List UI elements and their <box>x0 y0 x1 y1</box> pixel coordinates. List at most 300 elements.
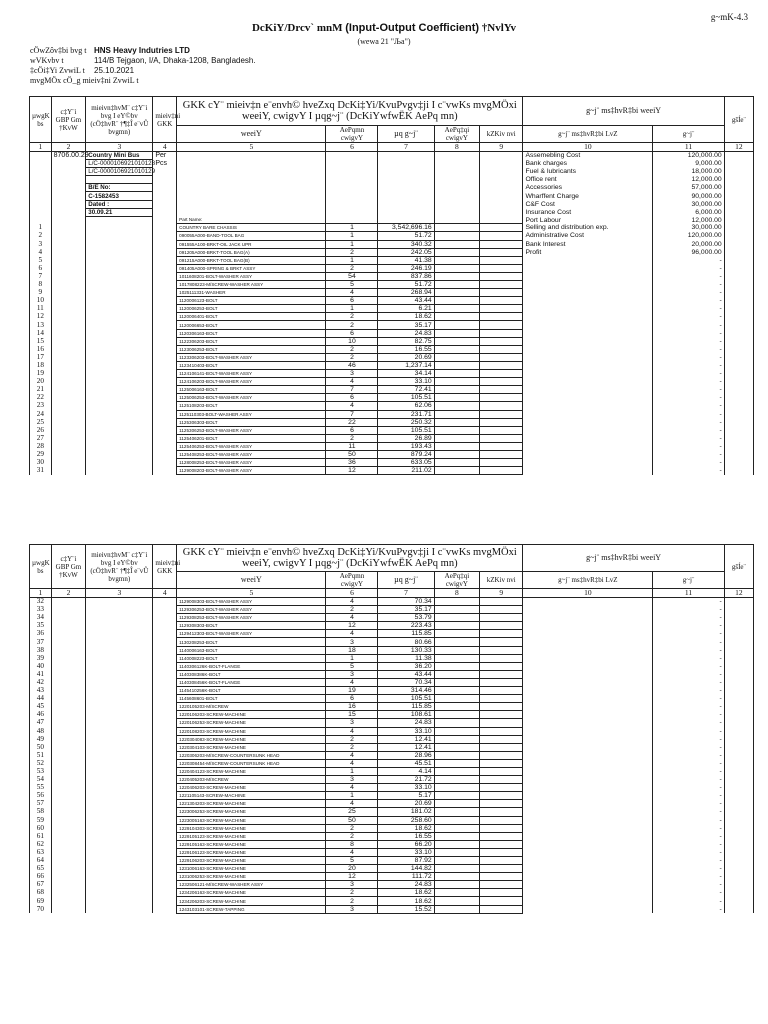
wastage-cell <box>434 662 479 670</box>
header-percentage: kZKiv nvi <box>480 126 523 143</box>
percentage-cell <box>480 598 523 606</box>
hs-code-cell <box>51 873 86 881</box>
value-amount: 120,000.00 <box>653 232 724 240</box>
unit-cell <box>153 622 177 630</box>
product-cell <box>86 759 153 767</box>
remarks-cell <box>724 345 753 353</box>
hs-code-cell <box>51 654 86 662</box>
hs-code-cell <box>51 289 86 297</box>
unit-cell <box>153 840 177 848</box>
item-price: 242.05 <box>378 248 434 256</box>
remarks-cell <box>724 272 753 280</box>
item-description: 1220106203-SCREW-MACHINE <box>177 711 326 719</box>
product-cell <box>86 353 153 361</box>
hs-code-cell <box>51 208 86 216</box>
hs-code-cell <box>51 216 86 224</box>
value-dash: - <box>653 402 724 410</box>
value-head-cell <box>523 767 653 775</box>
hs-code-cell <box>51 800 86 808</box>
item-description: 1243103101-SCREW-TAPPING <box>177 905 326 913</box>
item-quantity: 7 <box>326 386 378 394</box>
value-head: C&F Cost <box>523 200 653 208</box>
item-price: 80.66 <box>378 638 434 646</box>
table-row <box>30 808 754 816</box>
value-head: Assemebling Cost <box>523 152 653 160</box>
wastage-cell <box>434 832 479 840</box>
item-quantity: 1 <box>326 305 378 313</box>
percentage-cell <box>480 216 523 224</box>
hs-code-cell <box>51 232 86 240</box>
value-dash: - <box>653 361 724 369</box>
item-description: 1125006163-BOLT <box>177 386 326 394</box>
info-value: 114/B Tejgaon, I/A, Dhaka-1208, Bangladesh. <box>94 56 256 65</box>
item-quantity: 4 <box>326 678 378 686</box>
table-row <box>30 703 754 711</box>
unit-cell <box>153 776 177 784</box>
serial-number <box>30 184 52 192</box>
hs-code-cell <box>51 370 86 378</box>
unit-cell <box>153 224 177 232</box>
percentage-cell <box>480 719 523 727</box>
remarks-cell <box>724 386 753 394</box>
remarks-cell <box>724 184 753 192</box>
item-description: 1140008223-BOLT <box>177 654 326 662</box>
cell <box>378 152 434 160</box>
item-quantity: 19 <box>326 687 378 695</box>
hs-code-cell <box>51 272 86 280</box>
wastage-cell <box>434 614 479 622</box>
wastage-cell <box>434 751 479 759</box>
item-quantity: 4 <box>326 598 378 606</box>
percentage-cell <box>480 272 523 280</box>
unit-cell <box>153 402 177 410</box>
value-dash: - <box>653 824 724 832</box>
remarks-cell <box>724 848 753 856</box>
item-price: 314.46 <box>378 687 434 695</box>
serial-number: 23 <box>30 402 52 410</box>
item-price: 6.21 <box>378 305 434 313</box>
serial-number: 11 <box>30 305 52 313</box>
wastage-cell <box>434 370 479 378</box>
wastage-cell <box>434 897 479 905</box>
table-row <box>30 248 754 256</box>
value-dash: - <box>653 313 724 321</box>
item-quantity: 4 <box>326 378 378 386</box>
remarks-cell <box>724 654 753 662</box>
remarks-cell <box>724 711 753 719</box>
item-quantity: 1 <box>326 792 378 800</box>
item-description: 091215A000-BRKT-TOOL BAG(B) <box>177 256 326 264</box>
serial-number: 21 <box>30 386 52 394</box>
table-row <box>30 784 754 792</box>
product-cell <box>86 889 153 897</box>
cell <box>177 192 326 200</box>
item-quantity: 25 <box>326 808 378 816</box>
value-dash: - <box>653 832 724 840</box>
item-price: 43.44 <box>378 297 434 305</box>
product-line: B/E No: <box>86 184 153 192</box>
item-quantity: 4 <box>326 402 378 410</box>
wastage-cell <box>434 434 479 442</box>
serial-number: 43 <box>30 687 52 695</box>
cell <box>326 184 378 192</box>
value-dash: - <box>653 743 724 751</box>
item-quantity: 12 <box>326 467 378 475</box>
product-cell <box>86 751 153 759</box>
serial-number: 47 <box>30 719 52 727</box>
serial-number: 67 <box>30 881 52 889</box>
table-row <box>30 848 754 856</box>
value-head-cell <box>523 321 653 329</box>
product-cell <box>86 248 153 256</box>
unit-cell <box>153 630 177 638</box>
column-number: 9 <box>480 589 523 598</box>
item-quantity: 2 <box>326 889 378 897</box>
value-dash: - <box>653 881 724 889</box>
item-price: 70.34 <box>378 678 434 686</box>
item-description: 1129308253-BOLT-WASHER ASSY <box>177 614 326 622</box>
value-head-cell <box>523 297 653 305</box>
value-dash: - <box>653 840 724 848</box>
header-row <box>30 97 754 126</box>
hs-code-cell <box>51 410 86 418</box>
item-price: 5.17 <box>378 792 434 800</box>
item-quantity: 7 <box>326 410 378 418</box>
remarks-cell <box>724 459 753 467</box>
percentage-cell <box>480 281 523 289</box>
percentage-cell <box>480 840 523 848</box>
remarks-cell <box>724 264 753 272</box>
remarks-cell <box>724 321 753 329</box>
hs-code-cell <box>51 467 86 475</box>
unit-cell <box>153 232 177 240</box>
value-amount: 30,000.00 <box>653 224 724 232</box>
value-dash: - <box>653 289 724 297</box>
percentage-cell <box>480 160 523 168</box>
serial-number: 70 <box>30 905 52 913</box>
remarks-cell <box>724 402 753 410</box>
column-number: 1 <box>30 143 52 152</box>
percentage-cell <box>480 353 523 361</box>
item-description: 1140308386K-BOLT <box>177 670 326 678</box>
percentage-cell <box>480 200 523 208</box>
value-dash: - <box>653 598 724 606</box>
remarks-cell <box>724 426 753 434</box>
value-head-cell <box>523 402 653 410</box>
hs-code-cell <box>51 606 86 614</box>
info-label: wVKvbv t <box>30 56 64 65</box>
remarks-cell <box>724 727 753 735</box>
unit-cell <box>153 832 177 840</box>
hs-code-cell <box>51 450 86 458</box>
item-price: 28.96 <box>378 751 434 759</box>
percentage-cell <box>480 727 523 735</box>
hs-code-cell <box>51 256 86 264</box>
value-dash: - <box>653 426 724 434</box>
product-line: Dated : <box>86 200 153 208</box>
hs-code-cell <box>51 889 86 897</box>
wastage-cell <box>434 168 479 176</box>
table-row <box>30 630 754 638</box>
product-cell <box>86 216 153 224</box>
product-cell <box>86 816 153 824</box>
unit-cell <box>153 654 177 662</box>
unit-cell <box>153 695 177 703</box>
item-quantity: 18 <box>326 646 378 654</box>
percentage-cell <box>480 832 523 840</box>
serial-number: 55 <box>30 784 52 792</box>
product-cell <box>86 881 153 889</box>
item-price: 250.32 <box>378 418 434 426</box>
table-row <box>30 329 754 337</box>
unit-cell <box>153 459 177 467</box>
product-cell <box>86 305 153 313</box>
serial-number: 7 <box>30 272 52 280</box>
unit-cell <box>153 646 177 654</box>
cell <box>378 216 434 224</box>
serial-number: 59 <box>30 816 52 824</box>
percentage-cell <box>480 256 523 264</box>
item-description: 1229106203-SCREW-MACHINE <box>177 857 326 865</box>
item-description: COUNTRY BARE CHASSIS <box>177 224 326 232</box>
info-label: cÖwZôv‡bi bvg t <box>30 46 87 55</box>
item-description: 1220406203-SCREW-MACHINE <box>177 784 326 792</box>
serial-number: 8 <box>30 281 52 289</box>
serial-number <box>30 168 52 176</box>
percentage-cell <box>480 735 523 743</box>
item-price: 53.79 <box>378 614 434 622</box>
table-row <box>30 434 754 442</box>
item-description: 1220404123-SCREW-MACHINE <box>177 767 326 775</box>
table-row <box>30 735 754 743</box>
hs-code-cell <box>51 897 86 905</box>
item-price: 12.41 <box>378 743 434 751</box>
hs-code-cell <box>51 848 86 856</box>
wastage-cell <box>434 776 479 784</box>
item-price: 108.61 <box>378 711 434 719</box>
wastage-cell <box>434 232 479 240</box>
value-dash: - <box>653 606 724 614</box>
item-price: 62.06 <box>378 402 434 410</box>
wastage-cell <box>434 759 479 767</box>
hs-code-cell <box>51 767 86 775</box>
value-amount: 96,000.00 <box>653 248 724 256</box>
product-cell <box>86 410 153 418</box>
product-cell <box>86 622 153 630</box>
value-head-cell <box>523 848 653 856</box>
wastage-cell <box>434 800 479 808</box>
item-price: 111.72 <box>378 873 434 881</box>
product-cell <box>86 776 153 784</box>
table-row <box>30 264 754 272</box>
wastage-cell <box>434 192 479 200</box>
hs-code-cell <box>51 160 86 168</box>
serial-number <box>30 192 52 200</box>
value-dash: - <box>653 329 724 337</box>
table-row <box>30 719 754 727</box>
value-head-cell <box>523 337 653 345</box>
wastage-cell <box>434 176 479 184</box>
cell <box>326 160 378 168</box>
serial-number <box>30 160 52 168</box>
remarks-cell <box>724 232 753 240</box>
value-dash: - <box>653 614 724 622</box>
item-description: 1123306203-BOLT-WASHER ASSY <box>177 353 326 361</box>
cell <box>378 160 434 168</box>
unit-cell <box>153 410 177 418</box>
item-quantity: 2 <box>326 743 378 751</box>
remarks-cell <box>724 792 753 800</box>
item-price: 258.60 <box>378 816 434 824</box>
percentage-cell <box>480 168 523 176</box>
table-row <box>30 313 754 321</box>
table-row <box>30 394 754 402</box>
item-price: 35.17 <box>378 321 434 329</box>
info-row <box>30 56 330 66</box>
remarks-cell <box>724 695 753 703</box>
hs-code-cell <box>51 378 86 386</box>
hs-code-cell <box>51 832 86 840</box>
remarks-cell <box>724 816 753 824</box>
table-row <box>30 840 754 848</box>
value-dash: - <box>653 378 724 386</box>
remarks-cell <box>724 743 753 751</box>
value-dash: - <box>653 467 724 475</box>
item-description: 1125006253-BOLT-WASHER ASSY <box>177 394 326 402</box>
header-serial: µwgK bs <box>30 545 52 589</box>
serial-number: 46 <box>30 711 52 719</box>
remarks-cell <box>724 840 753 848</box>
value-head-cell <box>523 256 653 264</box>
value-head-cell <box>523 832 653 840</box>
hs-code-cell <box>51 240 86 248</box>
column-number: 6 <box>326 143 378 152</box>
item-description: 1145410256K-BOLT <box>177 687 326 695</box>
cell <box>326 168 378 176</box>
header-percentage: kZKiv nvi <box>480 572 523 589</box>
hs-code-cell <box>51 662 86 670</box>
value-head-cell <box>523 687 653 695</box>
remarks-cell <box>724 329 753 337</box>
value-head: Selling and distribution exp. <box>523 224 653 232</box>
item-quantity: 54 <box>326 272 378 280</box>
percentage-cell <box>480 848 523 856</box>
hs-code-cell <box>51 840 86 848</box>
unit-cell <box>153 216 177 224</box>
wastage-cell <box>434 256 479 264</box>
item-description: 1129308303-BOLT <box>177 622 326 630</box>
serial-number: 34 <box>30 614 52 622</box>
value-dash: - <box>653 630 724 638</box>
value-dash: - <box>653 759 724 767</box>
item-description: 1125408253-BOLT-WASHER ASSY <box>177 450 326 458</box>
unit-cell <box>153 200 177 208</box>
unit-cell <box>153 264 177 272</box>
item-price: 20.69 <box>378 353 434 361</box>
hs-code-cell <box>51 735 86 743</box>
wastage-cell <box>434 638 479 646</box>
product-cell <box>86 703 153 711</box>
remarks-cell <box>724 442 753 450</box>
serial-number: 5 <box>30 256 52 264</box>
value-dash: - <box>653 816 724 824</box>
column-number: 4 <box>153 143 177 152</box>
wastage-cell <box>434 459 479 467</box>
item-quantity: 2 <box>326 606 378 614</box>
hs-code-cell <box>51 630 86 638</box>
item-price: 70.34 <box>378 598 434 606</box>
unit-cell <box>153 418 177 426</box>
item-description: 1120006653-BOLT <box>177 321 326 329</box>
unit-cell <box>153 289 177 297</box>
unit-cell <box>153 272 177 280</box>
percentage-cell <box>480 305 523 313</box>
remarks-cell <box>724 614 753 622</box>
item-price: 3,542,696.16 <box>378 224 434 232</box>
table-row <box>30 776 754 784</box>
product-cell <box>86 240 153 248</box>
item-price: 21.72 <box>378 776 434 784</box>
value-dash: - <box>653 703 724 711</box>
hs-code-cell <box>51 192 86 200</box>
item-description: 1229105163-SCREW-MACHINE <box>177 840 326 848</box>
serial-number: 33 <box>30 606 52 614</box>
item-price: 16.55 <box>378 345 434 353</box>
wastage-cell <box>434 152 479 160</box>
table-row <box>30 727 754 735</box>
table-row <box>30 759 754 767</box>
item-price: 11.38 <box>378 654 434 662</box>
unit-cell <box>153 743 177 751</box>
table-row <box>30 402 754 410</box>
percentage-cell <box>480 378 523 386</box>
percentage-cell <box>480 865 523 873</box>
table-row <box>30 614 754 622</box>
value-head-cell <box>523 751 653 759</box>
serial-number: 26 <box>30 426 52 434</box>
table-row <box>30 646 754 654</box>
product-cell <box>86 256 153 264</box>
remarks-cell <box>724 646 753 654</box>
hs-code-cell <box>51 695 86 703</box>
table-row <box>30 467 754 475</box>
table-row <box>30 208 754 216</box>
unit-cell <box>153 808 177 816</box>
wastage-cell <box>434 313 479 321</box>
product-cell <box>86 394 153 402</box>
hs-code-cell <box>51 614 86 622</box>
serial-number: 52 <box>30 759 52 767</box>
remarks-cell <box>724 467 753 475</box>
item-quantity: 20 <box>326 865 378 873</box>
value-dash: - <box>653 353 724 361</box>
value-amount: 20,000.00 <box>653 240 724 248</box>
wastage-cell <box>434 857 479 865</box>
cell <box>326 216 378 224</box>
header-product-description: mieivn‡hvM¨ c‡Y¨i bvg I eY©bv (cÖ‡hvR¨ †¶‡Î e¨vÛ bvgmn) <box>86 545 153 589</box>
value-head-cell <box>523 606 653 614</box>
table-row <box>30 426 754 434</box>
percentage-cell <box>480 394 523 402</box>
item-price: 12.41 <box>378 735 434 743</box>
wastage-cell <box>434 606 479 614</box>
value-head-cell <box>523 857 653 865</box>
header-description: weeiY <box>177 126 326 143</box>
table-row <box>30 670 754 678</box>
item-price: 231.71 <box>378 410 434 418</box>
unit-cell <box>153 305 177 313</box>
percentage-cell <box>480 418 523 426</box>
